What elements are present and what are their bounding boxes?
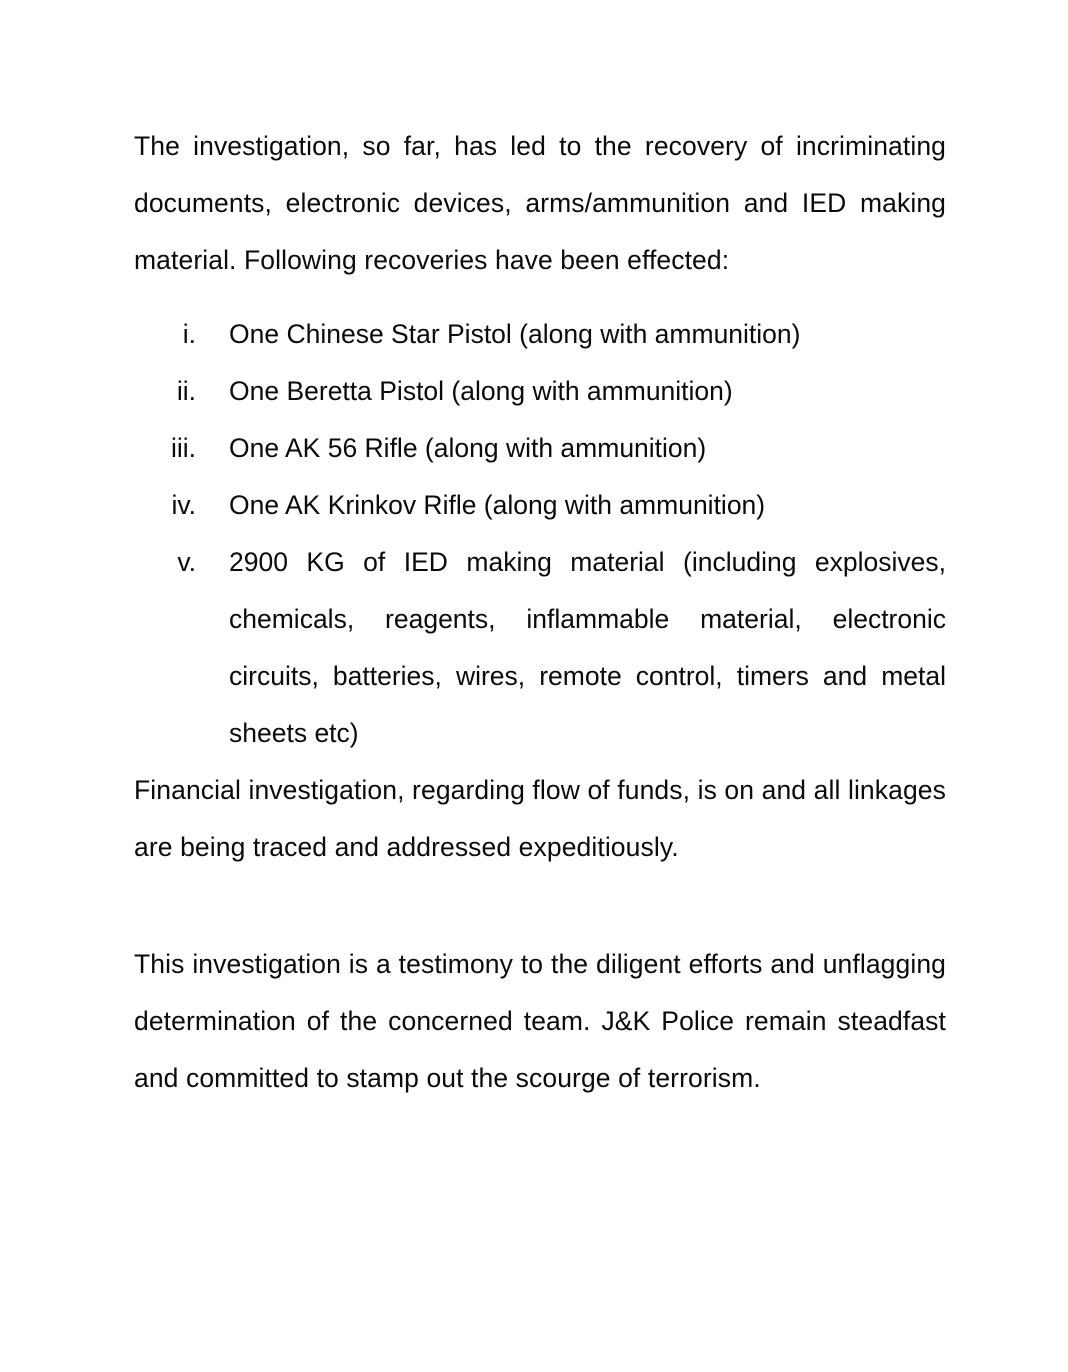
list-item-label: One Chinese Star Pistol (along with ammunition) xyxy=(229,319,801,349)
list-marker: ii. xyxy=(176,376,196,406)
intro-paragraph: The investigation, so far, has led to the recovery of incriminating documents, electronic devices, arms/ammunition and IED making material. Following recoveries have been effected: xyxy=(134,131,946,275)
list-item xyxy=(134,534,946,762)
list-item xyxy=(134,477,946,534)
list-item-label: 2900 KG of IED making material (including explosives, chemicals, reagents, inflammable material, electronic circuits, batteries, wires, remote control, timers and metal sheets etc) xyxy=(229,547,946,748)
recoveries-list xyxy=(134,306,946,762)
list-marker: iii. xyxy=(170,433,196,463)
list-item xyxy=(134,420,946,477)
document-body xyxy=(134,118,946,1107)
list-item xyxy=(134,306,946,363)
list-item-label: One AK Krinkov Rifle (along with ammunition) xyxy=(229,490,766,520)
list-item xyxy=(134,363,946,420)
list-marker: v. xyxy=(177,547,196,577)
financial-investigation-paragraph: Financial investigation, regarding flow of funds, is on and all linkages are being traced and addressed expeditiously. xyxy=(134,775,946,862)
list-marker: i. xyxy=(182,319,196,349)
closing-paragraph: This investigation is a testimony to the diligent efforts and unflagging determination of the concerned team. J&K Police remain steadfast and committed to stamp out the scourge of terrorism. xyxy=(134,949,946,1093)
list-marker: iv. xyxy=(171,490,196,520)
list-item-label: One AK 56 Rifle (along with ammunition) xyxy=(229,433,707,463)
list-item-label: One Beretta Pistol (along with ammunition) xyxy=(229,376,733,406)
paragraph-spacer xyxy=(134,876,946,936)
